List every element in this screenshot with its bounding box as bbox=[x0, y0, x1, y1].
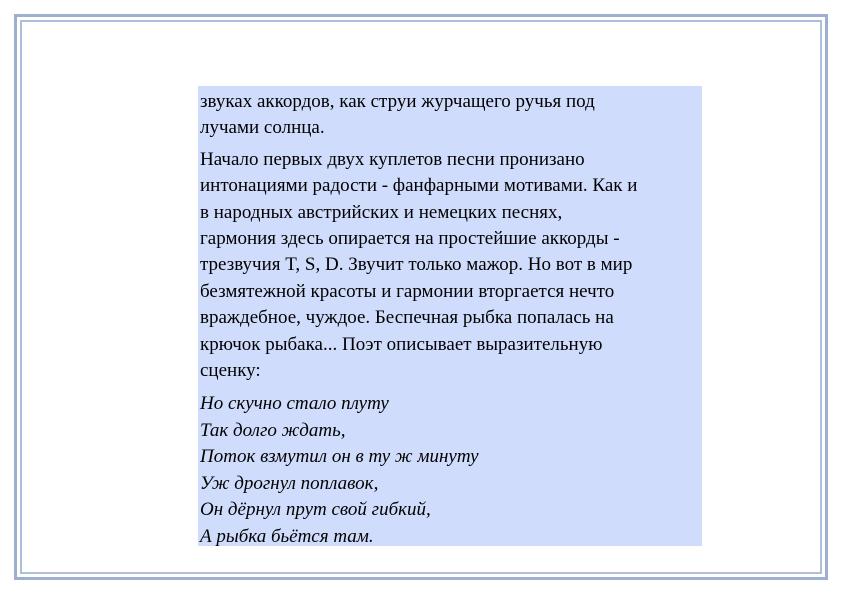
text-block bbox=[198, 86, 702, 546]
poem-excerpt bbox=[200, 391, 702, 546]
poem-line: Уж дрогнул поплавок, bbox=[200, 472, 379, 494]
paragraph-main: Начало первых двух куплетов песни пронизано интонациями радости - фанфарными мотивами. Как и в народных австрийских и немецких песнях, гармония здесь опирается на простейшие аккорды - трезвучия T, S, D. Звучит только мажор. Но вот в мир безмятежной красоты и гармонии вторгается нечто враждебное, чуждое. Беспечная рыбка попалась на крючок рыбака... Поэт описывает выразительную сценку: bbox=[200, 148, 638, 382]
poem-line: Он дёрнул прут свой гибкий, bbox=[200, 499, 431, 521]
poem-line: А рыбка бьётся там. bbox=[200, 525, 374, 546]
poem-line: Так долго ждать, bbox=[200, 419, 346, 441]
paragraph-intro: звуках аккордов, как струи журчащего ручья под лучами солнца. bbox=[200, 91, 595, 139]
poem-line: Но скучно стало плуту bbox=[200, 393, 389, 415]
poem-line: Поток взмутил он в ту ж минуту bbox=[200, 446, 479, 468]
